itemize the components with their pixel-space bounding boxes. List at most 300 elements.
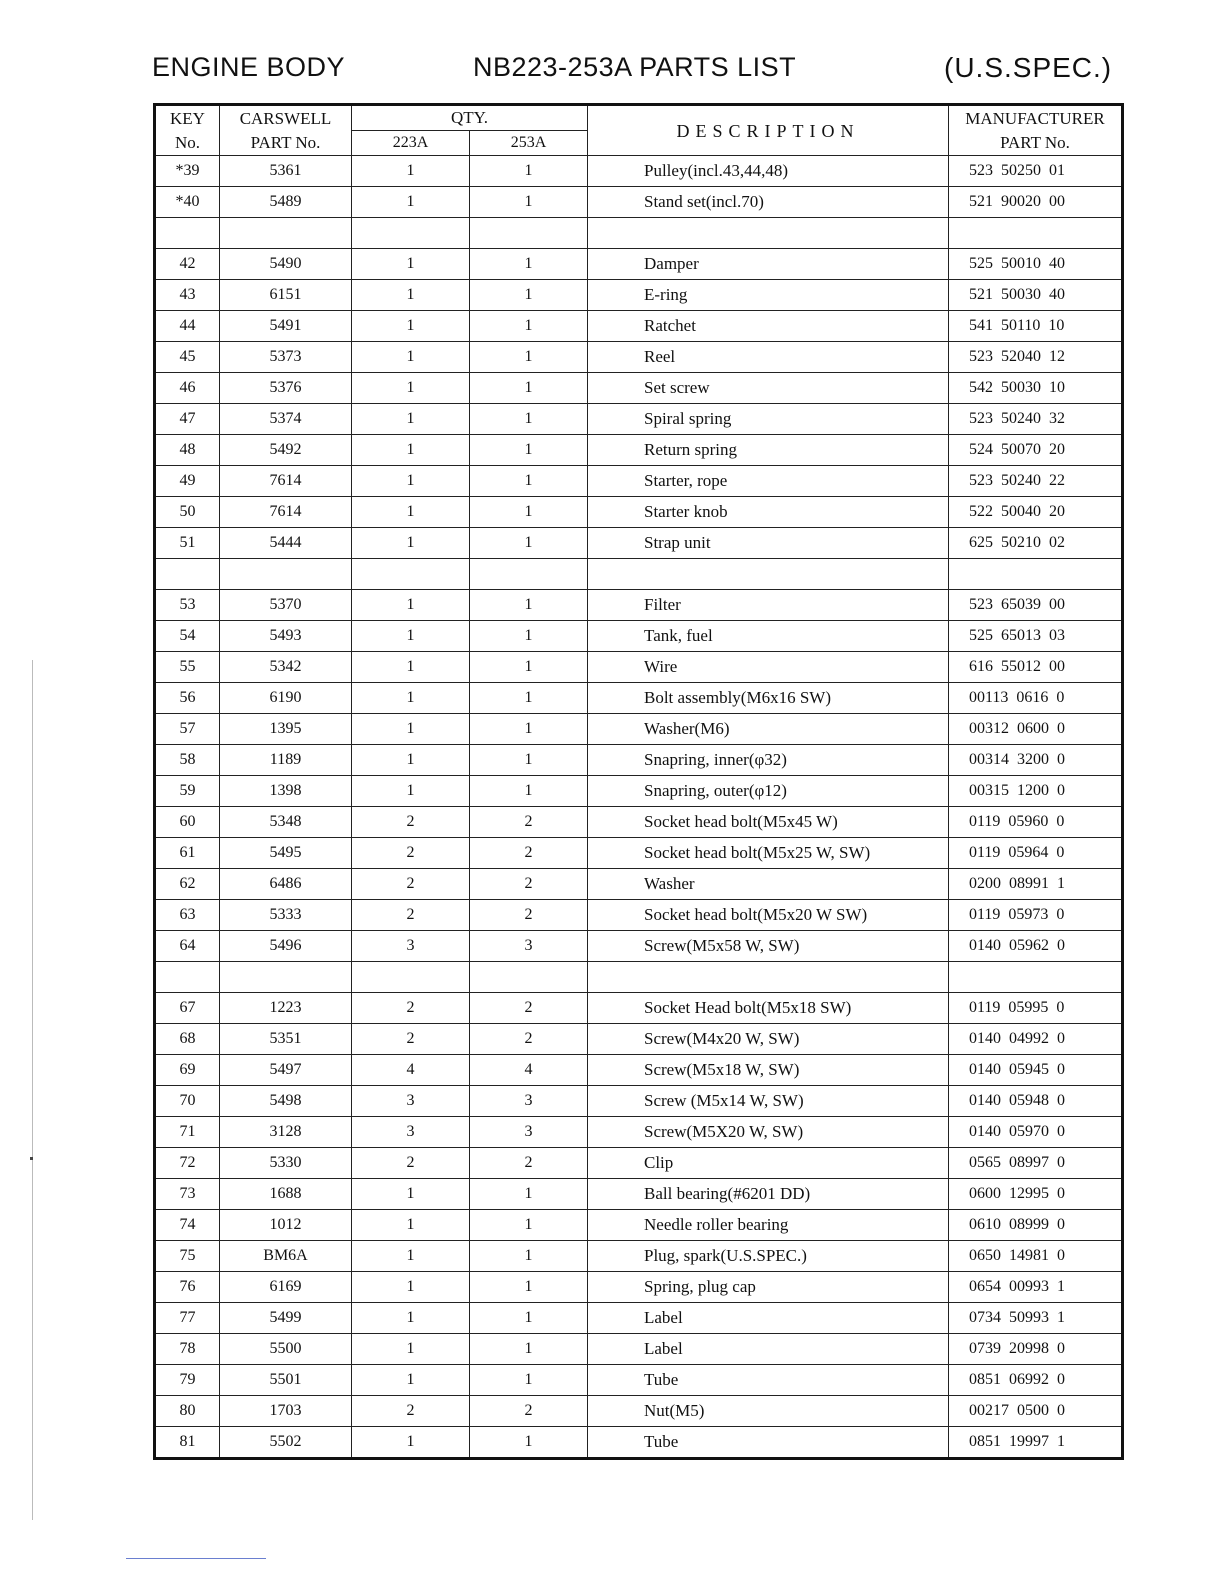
manufacturer-part-cell: 0119 05960 0 [949,807,1123,838]
qty-header: QTY. [352,105,588,131]
qty-253a-cell: 4 [470,1055,588,1086]
carswell-part-cell: 3128 [220,1117,352,1148]
manufacturer-part-cell: 0610 08999 0 [949,1210,1123,1241]
carswell-part-cell: 6486 [220,869,352,900]
key-no-cell [155,559,220,590]
table-row [155,373,1123,404]
manufacturer-part-cell [949,559,1123,590]
description-cell: Screw(M5x18 W, SW) [588,1055,949,1086]
carswell-part-cell: 5501 [220,1365,352,1396]
qty-253a-cell: 3 [470,1086,588,1117]
table-row [155,466,1123,497]
key-no-cell: 45 [155,342,220,373]
qty-223a-cell: 1 [352,466,470,497]
table-row [155,807,1123,838]
key-no-cell: 60 [155,807,220,838]
key-no-cell [155,218,220,249]
scan-speck [30,1157,33,1160]
description-cell: Pulley(incl.43,44,48) [588,156,949,187]
manufacturer-part-cell: 00314 3200 0 [949,745,1123,776]
key-no-cell: 54 [155,621,220,652]
manufacturer-part-cell: 00315 1200 0 [949,776,1123,807]
table-row [155,714,1123,745]
description-cell: Snapring, inner(φ32) [588,745,949,776]
manufacturer-part-cell: 625 50210 02 [949,528,1123,559]
table-row [155,1117,1123,1148]
carswell-part-cell: 5444 [220,528,352,559]
key-no-cell: 81 [155,1427,220,1459]
description-cell: Screw (M5x14 W, SW) [588,1086,949,1117]
qty-223a-cell: 1 [352,156,470,187]
parts-table [153,103,1124,1460]
table-row [155,1179,1123,1210]
qty-223a-cell: 2 [352,993,470,1024]
manufacturer-part-header [949,105,1123,156]
manufacturer-part-cell: 616 55012 00 [949,652,1123,683]
qty-253a-cell: 1 [470,528,588,559]
description-cell: Filter [588,590,949,621]
manufacturer-part-cell: 0200 08991 1 [949,869,1123,900]
manufacturer-header-line1: MANUFACTURER [965,108,1105,128]
manufacturer-part-cell: 0600 12995 0 [949,1179,1123,1210]
qty-223a-cell: 1 [352,776,470,807]
qty-253a-cell: 2 [470,807,588,838]
qty-253a-cell: 1 [470,404,588,435]
carswell-header-line1: CARSWELL [239,108,332,128]
table-row [155,1241,1123,1272]
qty-253a-cell: 1 [470,683,588,714]
table-row [155,1024,1123,1055]
description-cell: E-ring [588,280,949,311]
qty-253a-cell: 3 [470,931,588,962]
carswell-part-cell: 5373 [220,342,352,373]
qty-223a-cell: 1 [352,1427,470,1459]
key-no-cell: 68 [155,1024,220,1055]
manufacturer-part-cell: 00312 0600 0 [949,714,1123,745]
carswell-header-line2: PART No. [250,132,321,152]
table-row [155,1210,1123,1241]
carswell-part-cell [220,559,352,590]
qty-253a-cell: 1 [470,373,588,404]
key-header-line2: No. [174,132,201,152]
description-cell: Label [588,1334,949,1365]
qty-253a-cell: 2 [470,1396,588,1427]
qty-253a-cell: 1 [470,1365,588,1396]
qty-253a-cell: 3 [470,1117,588,1148]
manufacturer-part-cell: 524 50070 20 [949,435,1123,466]
manufacturer-part-cell: 542 50030 10 [949,373,1123,404]
carswell-part-cell: 1395 [220,714,352,745]
description-cell: Label [588,1303,949,1334]
table-row [155,1055,1123,1086]
carswell-part-cell: 5370 [220,590,352,621]
table-row [155,559,1123,590]
table-row [155,993,1123,1024]
qty-223a-cell: 1 [352,1334,470,1365]
qty-223a-cell: 1 [352,1272,470,1303]
description-cell: Reel [588,342,949,373]
qty-253a-cell: 2 [470,1024,588,1055]
table-row [155,900,1123,931]
manufacturer-part-cell: 0734 50993 1 [949,1303,1123,1334]
key-no-cell: 47 [155,404,220,435]
qty-223a-cell: 3 [352,1086,470,1117]
description-cell: Spiral spring [588,404,949,435]
qty-223a-cell: 2 [352,807,470,838]
description-cell: Washer(M6) [588,714,949,745]
key-no-header [155,105,220,156]
parts-rows [155,156,1123,1459]
key-no-cell: 44 [155,311,220,342]
carswell-part-cell: 5496 [220,931,352,962]
carswell-part-cell: 5493 [220,621,352,652]
table-row [155,1365,1123,1396]
qty-223a-cell: 1 [352,1365,470,1396]
qty-253a-cell: 1 [470,776,588,807]
key-no-cell: 53 [155,590,220,621]
description-cell [588,962,949,993]
qty-253a-header: 253A [470,131,588,156]
table-row [155,1427,1123,1459]
qty-253a-cell: 1 [470,156,588,187]
carswell-part-cell: 5500 [220,1334,352,1365]
key-no-cell: 74 [155,1210,220,1241]
key-no-cell: *39 [155,156,220,187]
qty-253a-cell: 1 [470,1303,588,1334]
table-row [155,187,1123,218]
manufacturer-part-cell: 523 50250 01 [949,156,1123,187]
manufacturer-part-cell: 523 52040 12 [949,342,1123,373]
qty-253a-cell: 1 [470,714,588,745]
qty-223a-cell: 3 [352,931,470,962]
description-cell: Socket head bolt(M5x25 W, SW) [588,838,949,869]
description-cell: Screw(M5x58 W, SW) [588,931,949,962]
qty-223a-cell: 1 [352,373,470,404]
qty-223a-cell: 1 [352,435,470,466]
qty-253a-cell: 1 [470,590,588,621]
carswell-part-cell: 5497 [220,1055,352,1086]
qty-223a-cell: 1 [352,342,470,373]
table-row [155,652,1123,683]
carswell-part-cell: 5489 [220,187,352,218]
key-no-cell: 67 [155,993,220,1024]
carswell-part-cell: 5361 [220,156,352,187]
qty-223a-cell: 1 [352,187,470,218]
qty-223a-cell [352,962,470,993]
qty-223a-cell: 1 [352,652,470,683]
manufacturer-part-cell: 0140 05970 0 [949,1117,1123,1148]
qty-253a-cell: 1 [470,342,588,373]
manufacturer-part-cell: 523 50240 32 [949,404,1123,435]
manufacturer-part-cell: 523 50240 22 [949,466,1123,497]
key-no-cell: 69 [155,1055,220,1086]
qty-253a-cell: 1 [470,280,588,311]
table-row [155,280,1123,311]
table-row [155,1086,1123,1117]
table-row [155,435,1123,466]
key-no-cell: *40 [155,187,220,218]
description-cell: Ball bearing(#6201 DD) [588,1179,949,1210]
key-no-cell: 73 [155,1179,220,1210]
carswell-part-cell: 5498 [220,1086,352,1117]
description-cell: Stand set(incl.70) [588,187,949,218]
qty-253a-cell: 1 [470,497,588,528]
manufacturer-part-cell: 0140 05962 0 [949,931,1123,962]
table-row [155,1272,1123,1303]
qty-223a-cell: 1 [352,1210,470,1241]
table-row [155,156,1123,187]
qty-253a-cell [470,559,588,590]
manufacturer-part-cell: 525 50010 40 [949,249,1123,280]
description-cell: Starter, rope [588,466,949,497]
carswell-part-cell: 5492 [220,435,352,466]
key-header-line1: KEY [170,108,205,128]
carswell-part-cell: 7614 [220,466,352,497]
description-cell: Socket head bolt(M5x20 W SW) [588,900,949,931]
key-no-cell: 57 [155,714,220,745]
description-cell: Wire [588,652,949,683]
qty-223a-cell: 4 [352,1055,470,1086]
key-no-cell: 64 [155,931,220,962]
description-cell: Bolt assembly(M6x16 SW) [588,683,949,714]
description-cell: Spring, plug cap [588,1272,949,1303]
table-row [155,838,1123,869]
manufacturer-part-cell [949,962,1123,993]
manufacturer-part-cell: 0119 05973 0 [949,900,1123,931]
qty-253a-cell: 1 [470,1272,588,1303]
manufacturer-part-cell: 0650 14981 0 [949,1241,1123,1272]
manufacturer-part-cell: 00217 0500 0 [949,1396,1123,1427]
carswell-part-cell: 5490 [220,249,352,280]
qty-253a-cell: 2 [470,838,588,869]
description-cell: Washer [588,869,949,900]
manufacturer-part-cell: 0140 04992 0 [949,1024,1123,1055]
qty-223a-cell: 2 [352,1396,470,1427]
key-no-cell: 61 [155,838,220,869]
manufacturer-part-cell: 523 65039 00 [949,590,1123,621]
carswell-part-cell: 5348 [220,807,352,838]
carswell-part-cell: 5342 [220,652,352,683]
carswell-part-cell: 1398 [220,776,352,807]
table-row [155,311,1123,342]
scan-margin-line [32,660,33,1520]
table-row [155,404,1123,435]
qty-253a-cell: 2 [470,900,588,931]
carswell-part-cell: 6190 [220,683,352,714]
carswell-part-cell [220,218,352,249]
qty-223a-cell [352,218,470,249]
manufacturer-part-cell: 0851 19997 1 [949,1427,1123,1459]
key-no-cell: 46 [155,373,220,404]
table-row [155,621,1123,652]
key-no-cell: 50 [155,497,220,528]
qty-223a-cell: 2 [352,900,470,931]
qty-253a-cell: 1 [470,652,588,683]
carswell-part-cell: 5491 [220,311,352,342]
carswell-part-header [220,105,352,156]
table-row [155,869,1123,900]
description-cell: Clip [588,1148,949,1179]
qty-253a-cell [470,218,588,249]
table-row [155,1396,1123,1427]
manufacturer-part-cell: 0654 00993 1 [949,1272,1123,1303]
qty-223a-header: 223A [352,131,470,156]
description-cell: Set screw [588,373,949,404]
description-header: DESCRIPTION [588,105,949,156]
carswell-part-cell: 5333 [220,900,352,931]
key-no-cell: 80 [155,1396,220,1427]
description-cell: Starter knob [588,497,949,528]
table-row [155,590,1123,621]
key-no-cell: 78 [155,1334,220,1365]
description-cell: Nut(M5) [588,1396,949,1427]
qty-223a-cell: 1 [352,311,470,342]
manufacturer-part-cell: 521 90020 00 [949,187,1123,218]
description-cell: Tank, fuel [588,621,949,652]
key-no-cell: 55 [155,652,220,683]
key-no-cell: 48 [155,435,220,466]
qty-223a-cell: 1 [352,745,470,776]
qty-223a-cell: 1 [352,1179,470,1210]
carswell-part-cell: 1223 [220,993,352,1024]
carswell-part-cell: 5376 [220,373,352,404]
qty-223a-cell: 1 [352,497,470,528]
qty-223a-cell: 1 [352,528,470,559]
section-title: ENGINE BODY [152,52,346,82]
key-no-cell: 75 [155,1241,220,1272]
carswell-part-cell [220,962,352,993]
key-no-cell: 77 [155,1303,220,1334]
carswell-part-cell: 1189 [220,745,352,776]
qty-253a-cell: 1 [470,1334,588,1365]
key-no-cell: 72 [155,1148,220,1179]
qty-223a-cell: 2 [352,838,470,869]
carswell-part-cell: 5374 [220,404,352,435]
table-row [155,1148,1123,1179]
qty-253a-cell: 1 [470,249,588,280]
carswell-part-cell: 5330 [220,1148,352,1179]
qty-223a-cell: 1 [352,1303,470,1334]
table-row [155,1334,1123,1365]
manufacturer-part-cell: 0119 05995 0 [949,993,1123,1024]
description-cell: Screw(M4x20 W, SW) [588,1024,949,1055]
manufacturer-part-cell: 521 50030 40 [949,280,1123,311]
qty-253a-cell: 1 [470,435,588,466]
carswell-part-cell: 1703 [220,1396,352,1427]
carswell-part-cell: 5502 [220,1427,352,1459]
table-row [155,962,1123,993]
qty-253a-cell: 1 [470,311,588,342]
description-cell: Ratchet [588,311,949,342]
table-row [155,1303,1123,1334]
document-title: NB223-253A PARTS LIST [473,52,797,82]
description-cell: Damper [588,249,949,280]
key-no-cell: 79 [155,1365,220,1396]
scan-edge-line [126,1558,266,1559]
manufacturer-part-cell: 00113 0616 0 [949,683,1123,714]
qty-253a-cell: 1 [470,1179,588,1210]
description-cell: Socket head bolt(M5x45 W) [588,807,949,838]
table-row [155,528,1123,559]
qty-223a-cell: 2 [352,869,470,900]
key-no-cell: 56 [155,683,220,714]
key-no-cell: 49 [155,466,220,497]
carswell-part-cell: 5499 [220,1303,352,1334]
table-row [155,776,1123,807]
manufacturer-part-cell: 525 65013 03 [949,621,1123,652]
qty-223a-cell: 3 [352,1117,470,1148]
table-row [155,497,1123,528]
qty-253a-cell: 1 [470,745,588,776]
key-no-cell: 59 [155,776,220,807]
carswell-part-cell: 6151 [220,280,352,311]
manufacturer-part-cell: 522 50040 20 [949,497,1123,528]
qty-223a-cell: 1 [352,621,470,652]
table-row [155,683,1123,714]
description-cell: Return spring [588,435,949,466]
qty-253a-cell: 1 [470,466,588,497]
key-no-cell [155,962,220,993]
qty-223a-cell: 2 [352,1024,470,1055]
carswell-part-cell: 1688 [220,1179,352,1210]
carswell-part-cell: 5495 [220,838,352,869]
description-cell: Needle roller bearing [588,1210,949,1241]
qty-253a-cell: 1 [470,1241,588,1272]
description-cell: Tube [588,1427,949,1459]
qty-223a-cell: 1 [352,714,470,745]
carswell-part-cell: 5351 [220,1024,352,1055]
qty-253a-cell: 1 [470,1427,588,1459]
key-no-cell: 70 [155,1086,220,1117]
key-no-cell: 58 [155,745,220,776]
manufacturer-part-cell: 0739 20998 0 [949,1334,1123,1365]
key-no-cell: 63 [155,900,220,931]
carswell-part-cell: BM6A [220,1241,352,1272]
table-row [155,745,1123,776]
key-no-cell: 43 [155,280,220,311]
qty-253a-cell: 2 [470,1148,588,1179]
qty-223a-cell: 1 [352,683,470,714]
description-cell: Socket Head bolt(M5x18 SW) [588,993,949,1024]
description-cell: Strap unit [588,528,949,559]
qty-223a-cell [352,559,470,590]
key-no-cell: 51 [155,528,220,559]
manufacturer-part-cell: 0565 08997 0 [949,1148,1123,1179]
manufacturer-part-cell: 0851 06992 0 [949,1365,1123,1396]
qty-253a-cell: 2 [470,993,588,1024]
qty-253a-cell: 1 [470,187,588,218]
manufacturer-part-cell: 0140 05948 0 [949,1086,1123,1117]
description-cell: Tube [588,1365,949,1396]
carswell-part-cell: 7614 [220,497,352,528]
qty-253a-cell: 1 [470,621,588,652]
table-row [155,931,1123,962]
description-cell [588,218,949,249]
qty-253a-cell: 1 [470,1210,588,1241]
qty-223a-cell: 1 [352,280,470,311]
table-row [155,342,1123,373]
qty-223a-cell: 1 [352,404,470,435]
manufacturer-part-cell: 541 50110 10 [949,311,1123,342]
manufacturer-part-cell: 0140 05945 0 [949,1055,1123,1086]
key-no-cell: 76 [155,1272,220,1303]
description-cell: Plug, spark(U.S.SPEC.) [588,1241,949,1272]
qty-223a-cell: 2 [352,1148,470,1179]
table-row [155,249,1123,280]
description-cell: Screw(M5X20 W, SW) [588,1117,949,1148]
qty-223a-cell: 1 [352,249,470,280]
qty-253a-cell [470,962,588,993]
